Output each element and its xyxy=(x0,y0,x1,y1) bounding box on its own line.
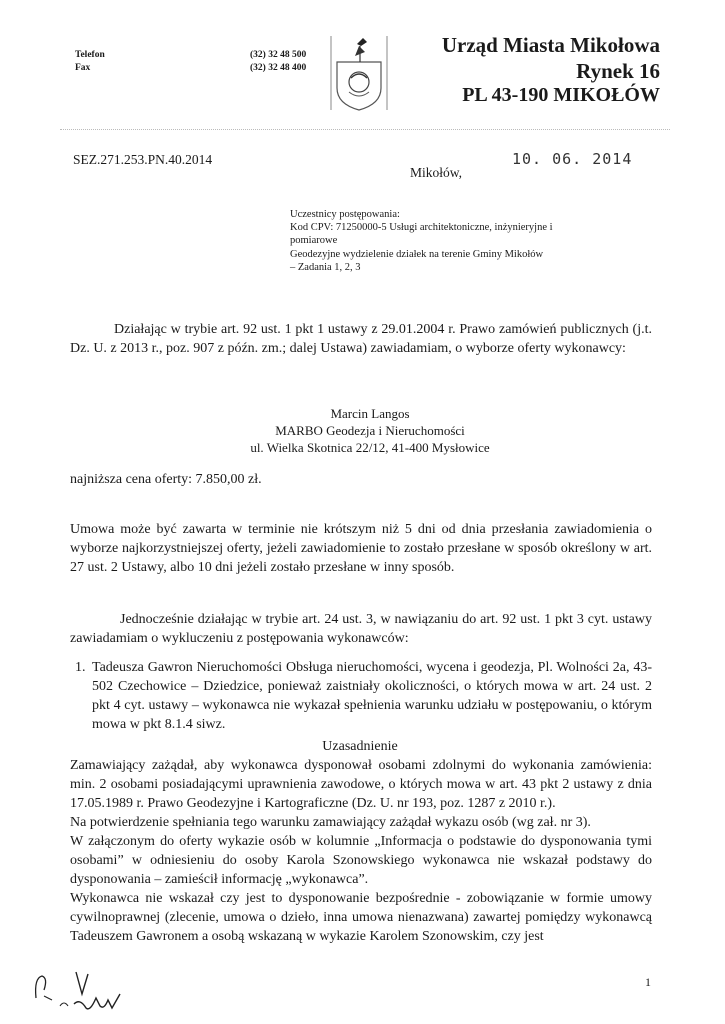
organization-name: Urząd Miasta Mikołowa xyxy=(441,33,660,57)
justification-paragraph: Wykonawca nie wskazał czy jest to dysponowanie bezpośrednie - zobowiązanie w formie umowy cywilnoprawnej (zlecenie, umowa o dzieło, inna umowa nienazwana) zawartej pomiędzy wykonawcą Tadeuszem Gawronem a osobą wskazaną w wykazie Karolem Szonowskim, czy jest xyxy=(70,891,652,944)
exclusion-item-number: 1. xyxy=(75,660,86,675)
page-number: 1 xyxy=(645,975,651,989)
exclusion-intro: Jednocześnie działając w trybie art. 24 ust. 3, w nawiązaniu do art. 92 ust. 1 pkt 3 cyt. ustawy zawiadamiam o wykluczeniu z postępowania wykonawców: xyxy=(70,612,652,646)
header-divider xyxy=(60,129,670,130)
justification-heading: Uzasadnienie xyxy=(322,739,398,754)
justification-paragraph: Na potwierdzenie spełniania tego warunku zamawiający zażądał wykazu osób (wg zał. nr 3). xyxy=(70,815,591,830)
justification-block xyxy=(70,756,652,946)
organization-street: Rynek 16 xyxy=(576,59,660,83)
date-stamp: 10. 06. 2014 xyxy=(512,150,633,168)
reference-number: SEZ.271.253.PN.40.2014 xyxy=(73,152,213,167)
coat-of-arms-icon xyxy=(327,32,391,114)
winner-company: MARBO Geodezja i Nieruchomości xyxy=(275,423,465,438)
organization-postal-address: PL 43-190 MIKOŁÓW xyxy=(462,84,660,106)
subject-line: Uczestnicy postępowania: xyxy=(290,209,400,220)
winner-name: Marcin Langos xyxy=(330,406,410,421)
subject-line: pomiarowe xyxy=(290,235,338,247)
phone-number: (32) 32 48 500 xyxy=(250,50,307,60)
subject-line: – Zadania 1, 2, 3 xyxy=(290,261,361,273)
subject-line: Geodezyjne wydzielenie działek na terenie Gminy Mikołów xyxy=(290,248,544,260)
lowest-price: najniższa cena oferty: 7.850,00 zł. xyxy=(70,472,262,487)
contract-note: Umowa może być zawarta w terminie nie krótszym niż 5 dni od dnia przesłania zawiadomienia o wyborze najkorzystniejszej oferty, jeżeli zawiadomienie to zostało przesłane w sposób określony w art. 27 ust. 2 Ustawy, albo 10 dni jeżeli zostało przesłane w inny sposób. xyxy=(70,522,652,575)
fax-label: Fax xyxy=(75,63,91,73)
winner-address: ul. Wielka Skotnica 22/12, 41-400 Mysłowice xyxy=(250,440,490,455)
intro-paragraph: Działając w trybie art. 92 ust. 1 pkt 1 ustawy z 29.01.2004 r. Prawo zamówień publicznych (j.t. Dz. U. z 2013 r., poz. 907 z późn. zm.; dalej Ustawa) zawiadamiam, o wyborze oferty wykonawcy: xyxy=(70,322,652,356)
justification-paragraph: W załączonym do oferty wykazie osób w kolumnie „Informacja o podstawie do dysponowania tymi osobami” w odniesieniu do osoby Karola Szonowskiego wykonawca nie wskazał podstawy do dysponowania – zamieścił informację „wykonawca”. xyxy=(70,834,652,887)
justification-paragraph: Zamawiający zażądał, aby wykonawca dysponował osobami zdolnymi do wykonania zamówienia: min. 2 osobami posiadającymi uprawnienia zawodowe, o których mowa w art. 43 pkt 2 ustawy z dnia 17.05.1989 r. Prawo Geodezyjne i Kartograficzne (Dz. U. nr 193, poz. 1287 z 2010 r.). xyxy=(70,758,652,811)
exclusion-item: Tadeusza Gawron Nieruchomości Obsługa nieruchomości, wycena i geodezja, Pl. Wolności 2a, 43-502 Czechowice – Dziedzice, ponieważ zaistniały okoliczności, o których mowa w art. 24 ust. 2 pkt 4 cyt. ustawy – wykonawca nie wykazał spełnienia warunku udziału w postępowaniu, o którym mowa w pkt 8.1.4 siwz. xyxy=(92,660,652,732)
winner-block xyxy=(200,405,540,456)
subject-block xyxy=(290,208,640,274)
handwritten-initials xyxy=(30,968,140,1018)
phone-label: Telefon xyxy=(75,50,105,60)
fax-number: (32) 32 48 400 xyxy=(250,63,307,73)
place-label: Mikołów, xyxy=(410,165,463,180)
subject-line: Kod CPV: 71250000-5 Usługi architektoniczne, inżynieryjne i xyxy=(290,222,553,234)
